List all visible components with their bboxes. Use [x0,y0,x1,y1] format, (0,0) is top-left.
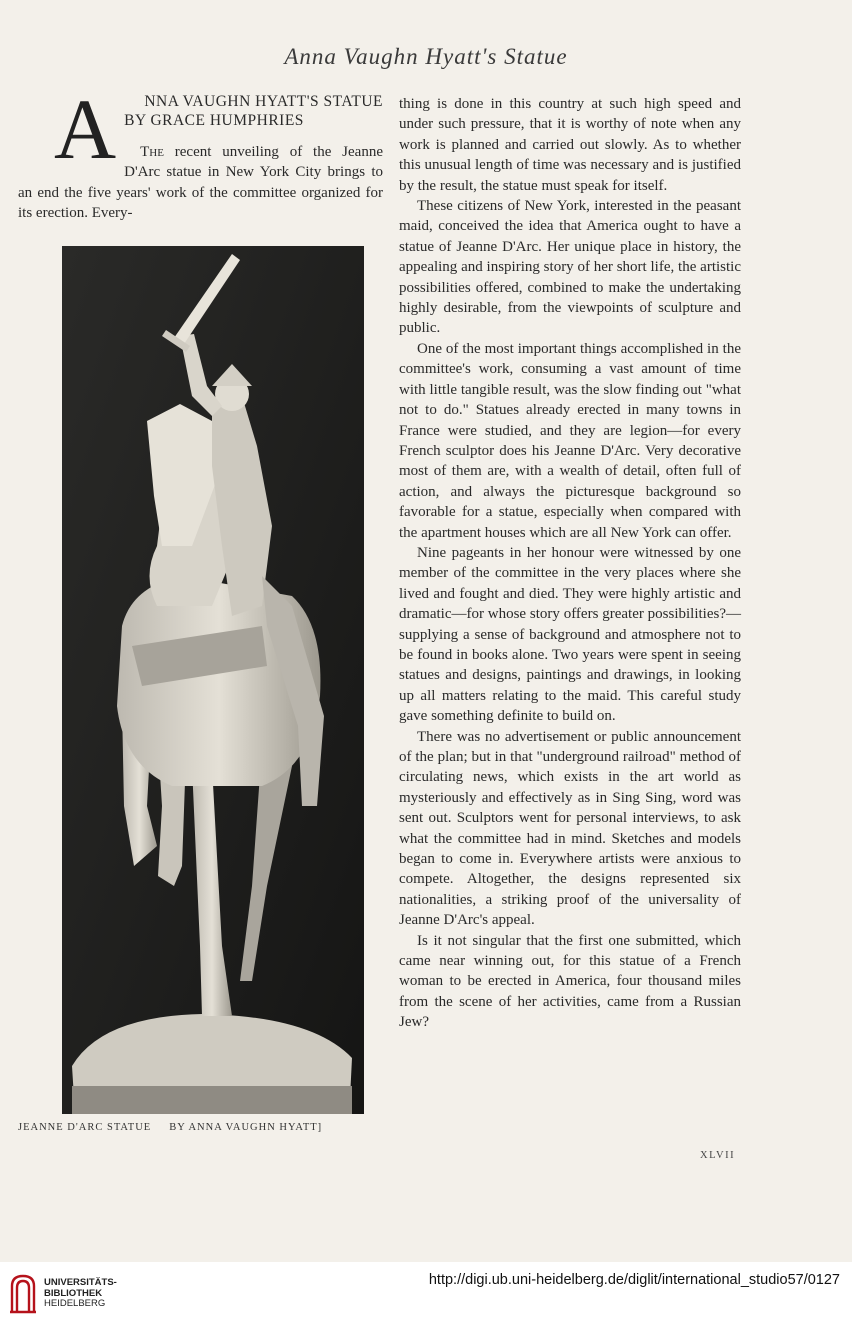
paragraph-6: Is it not singular that the first one submitted, which came near winning out, for this statue of a French woman to be erected in America, four thousand miles from the scene of her activities, came from a Russian Jew? [399,932,741,1031]
page-number: XLVII [700,1150,736,1161]
caption-artist: BY ANNA VAUGHN HYATT] [169,1122,323,1133]
figure-caption [18,1122,378,1133]
paragraph-2: These citizens of New York, interested in the peasant maid, conceived the idea that America ought to have a statue of Jeanne D'Arc. Her unique place in history, the appealing and inspiring story of her short life, the artistic possibilities offered, combined to make the undertaking highly desirable, from the viewpoints of sculpture and public. [399,198,741,337]
footer-bar [0,1262,852,1324]
paragraph-4: Nine pageants in her honour were witnessed by one member of the committee in the very places where she lived and fought and died. They were highly artistic and dramatic—for whose story offers greater possibilities?—supplying a sense of background and atmosphere not to be found in books alone. Two years were spent in seeing statues and designs, paintings and drawings, in looking up all matters relating to the maid. This careful study gave something definite to build on. [399,544,741,725]
caption-title: JEANNE D'ARC STATUE [18,1122,152,1133]
paragraph-5: There was no advertisement or public announcement of the plan; but in that "underground railroad" method of circulating news, which exists in the art world as mysteriously and effectively as in Sing Sing, word was sent out. Sculptors went for personal interviews, to ask what the committee had in mind. Sketches and models began to come in. Everywhere artists were anxious to compete. Altogether, the designs represented six nationalities, a striking proof of the universality of Jeanne D'Arc's appeal. [399,728,741,929]
library-line-2: BIBLIOTHEK [44,1287,103,1299]
paragraph-3: One of the most important things accomplished in the committee's work, consuming a vast amount of time with little tangible result, was the slow finding out "what not to do." Statues already erected in many towns in France were studied, and they are legion—for every French sculptor does his Jeanne D'Arc. Very decorative most of them are, with a wealth of detail, often full of action, and always the picturesque background so favorable for a statue, especially when compared with the apartment houses which are all New York can offer. [399,340,741,541]
left-column [18,81,383,224]
drop-cap: A [54,81,117,177]
source-url-link[interactable]: http://digi.ub.uni-heidelberg.de/diglit/international_studio57/0127 [428,1272,840,1288]
right-column [399,94,741,1033]
paragraph-1: thing is done in this country at such high speed and under such pressure, that it is worthy of note when any work is planned and carried out slowly. As to whether this unusual length of time was necessary and is justified by the result, the statue must speak for itself. [399,96,741,194]
library-logo-icon [8,1272,38,1314]
running-head: Anna Vaughn Hyatt's Statue [284,44,568,69]
statue-image [62,246,364,1114]
article-byline: BY GRACE HUMPHRIES [124,112,304,129]
article-title: NNA VAUGHN HYATT'S STATUE [144,93,383,110]
library-line-1: UNIVERSITÄTS- [44,1277,117,1288]
lead-text: recent unveiling of the Jeanne D'Arc statue in New York City brings to an end the five years' work of the committee organized for its erection. Every- [18,144,383,222]
library-line-3: HEIDELBERG [44,1298,106,1309]
lead-smallcaps: The [140,144,164,160]
library-name [44,1278,117,1310]
statue-photograph [62,246,364,1114]
